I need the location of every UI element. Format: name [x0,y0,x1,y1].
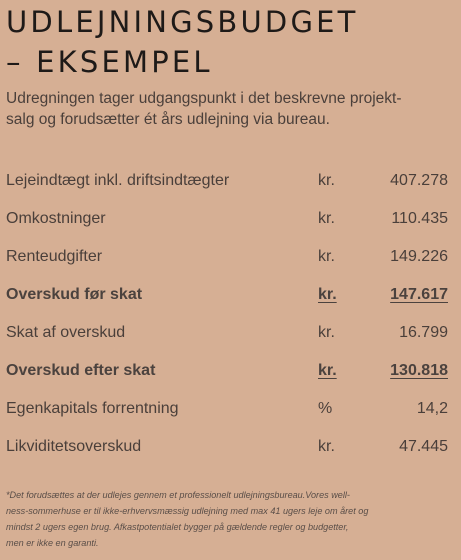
budget-table [6,162,452,466]
budget-row-omkostninger [6,200,452,238]
budget-row-overskud-efter-skat [6,352,452,390]
row-unit: kr. [318,362,337,379]
row-label: Likviditetsoverskud [6,438,142,455]
row-label: Renteudgifter [6,248,103,265]
row-value: 407.278 [390,172,448,189]
budget-row-overskud-foer-skat [6,276,452,314]
row-unit: kr. [318,438,335,455]
row-value: 16.799 [399,324,448,341]
title-line-2: – EKSEMPEL [6,45,213,79]
row-value: 47.445 [399,438,448,455]
budget-row-renteudgifter [6,238,452,276]
row-label: Omkostninger [6,210,106,227]
row-value: 130.818 [390,362,448,379]
budget-row-skat [6,314,452,352]
row-value: 14,2 [416,400,448,417]
row-unit: kr. [318,210,335,227]
title-line-1: UDLEJNINGSBUDGET [6,5,359,39]
row-label: Skat af overskud [6,324,126,341]
budget-row-egenkapital [6,390,452,428]
row-label: Overskud efter skat [6,362,156,379]
budget-row-likviditet [6,428,452,466]
row-value: 110.435 [391,210,448,227]
budget-row-lejeindtaegt [6,162,452,200]
row-unit: kr. [318,248,335,265]
row-value: 149.226 [390,248,448,265]
footnote: *Det forudsættes at der udlejes gennem et professionelt udlejningsbureau.Vores well- ness-sommerhuse er til ikke-erhvervsmæssig udlejning med max 41 ugers leje om året og mindst 2 ugers egen brug. Afkastpotentialet bygger på gældende regler og budgetter, men er ikke en garanti. [6,490,369,548]
row-unit: % [318,400,333,417]
row-unit: kr. [318,324,335,341]
row-label: Lejeindtægt inkl. driftsindtægter [6,172,230,189]
row-value: 147.617 [390,286,448,303]
page-title [6,2,359,82]
row-unit: kr. [318,172,335,189]
row-unit: kr. [318,286,337,303]
intro-text: Udregningen tager udgangspunkt i det beskrevne projekt- salg og forudsætter ét års udlejning via bureau. [6,90,402,128]
row-label: Egenkapitals forrentning [6,400,179,417]
row-label: Overskud før skat [6,286,143,303]
